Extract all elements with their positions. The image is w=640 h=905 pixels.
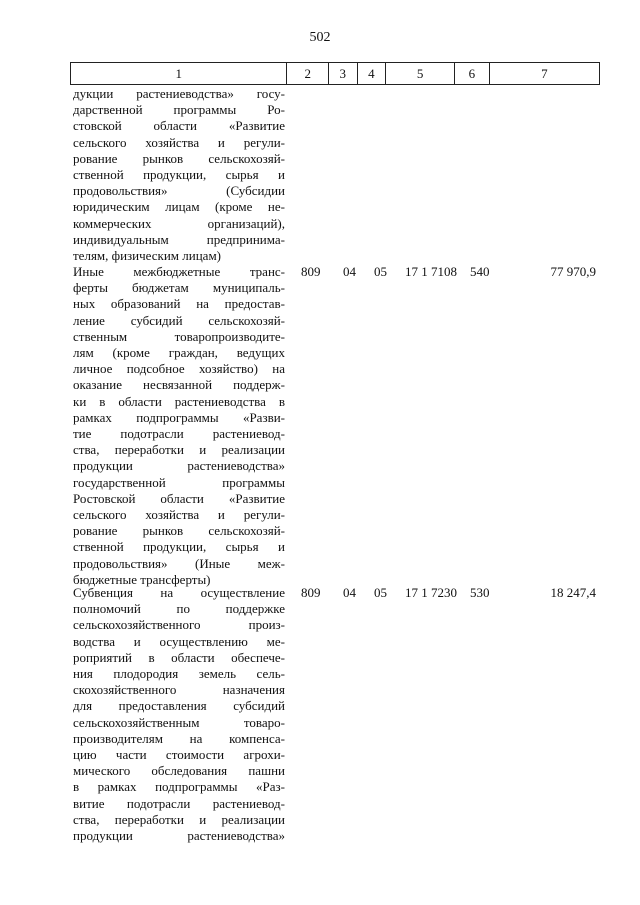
column-header-row <box>71 63 600 85</box>
description-line: телям, физическим лицам) <box>73 248 221 264</box>
description-line: дарственной программы Ро- <box>73 102 285 118</box>
row-description <box>73 86 285 264</box>
page-number: 502 <box>309 30 331 45</box>
description-line: ных образований на предостав- <box>73 296 285 312</box>
cell-expense-type: 530 <box>470 585 490 600</box>
cell-ministry-code: 809 <box>301 264 321 279</box>
column-header-7: 7 <box>489 63 599 85</box>
description-line: рамках подпрограммы «Разви- <box>73 409 285 425</box>
cell-section-code: 04 <box>343 264 356 279</box>
description-line: тие подотрасли растениевод- <box>73 426 285 442</box>
row-description <box>73 585 285 844</box>
cell-section-code: 04 <box>343 585 356 600</box>
cell-subsection-code: 05 <box>374 264 387 279</box>
description-line: ственной продукции, сырья и <box>73 167 285 183</box>
column-header-4: 4 <box>357 63 386 85</box>
description-line: водства и осуществлению ме- <box>73 633 285 649</box>
description-line: юридическим лицам (кроме не- <box>73 199 285 215</box>
description-line: дукции растениеводства» госу- <box>73 86 285 101</box>
description-line: сельскохозяйственного произ- <box>73 617 285 633</box>
description-line: лям (кроме граждан, ведущих <box>73 345 285 361</box>
description-line: ства, переработки и реализации <box>73 811 285 827</box>
description-line: сельского хозяйства и регули- <box>73 134 285 150</box>
description-line: индивидуальным предпринима- <box>73 231 285 247</box>
description-line: продовольствия» (Иные меж- <box>73 555 285 571</box>
column-header-1: 1 <box>71 63 287 85</box>
cell-ministry-code: 809 <box>301 585 321 600</box>
cell-amount: 77 970,9 <box>550 264 596 279</box>
description-line: коммерческих организаций), <box>73 215 285 231</box>
description-line: ферты бюджетам муниципаль- <box>73 280 285 296</box>
description-line: Ростовской области «Развитие <box>73 490 285 506</box>
description-line: личное подсобное хозяйство) на <box>73 361 285 377</box>
description-line: производителям на компенса- <box>73 730 285 746</box>
column-header-2: 2 <box>287 63 328 85</box>
cell-amount: 18 247,4 <box>550 585 596 600</box>
row-description <box>73 264 285 588</box>
description-line: роприятий в области обеспече- <box>73 649 285 665</box>
description-line: продукции растениеводства» <box>73 828 285 844</box>
cell-target-article: 17 1 7230 <box>405 585 457 600</box>
description-line: бюджетные трансферты) <box>73 571 211 587</box>
description-line: ки в области растениеводства в <box>73 393 285 409</box>
description-line: продукции растениеводства» <box>73 458 285 474</box>
description-line: для предоставления субсидий <box>73 698 285 714</box>
description-line: витие подотрасли растениевод- <box>73 795 285 811</box>
description-line: в рамках подпрограммы «Раз- <box>73 779 285 795</box>
description-line: ства, переработки и реализации <box>73 442 285 458</box>
cell-subsection-code: 05 <box>374 585 387 600</box>
description-line: ния плодородия земель сель- <box>73 666 285 682</box>
description-line: государственной программы <box>73 474 285 490</box>
description-line: Иные межбюджетные транс- <box>73 264 285 279</box>
description-line: рование рынков сельскохозяй- <box>73 150 285 166</box>
description-line: оказание несвязанной поддерж- <box>73 377 285 393</box>
description-line: цию части стоимости агрохи- <box>73 747 285 763</box>
description-line: полномочий по поддержке <box>73 601 285 617</box>
description-line: ственным товаропроизводите- <box>73 328 285 344</box>
description-line: рование рынков сельскохозяй- <box>73 523 285 539</box>
column-header-5: 5 <box>386 63 455 85</box>
description-line: ление субсидий сельскохозяй- <box>73 312 285 328</box>
cell-expense-type: 540 <box>470 264 490 279</box>
description-line: Субвенция на осуществление <box>73 585 285 600</box>
column-header-3: 3 <box>328 63 357 85</box>
column-header-6: 6 <box>455 63 490 85</box>
description-line: ственной продукции, сырья и <box>73 539 285 555</box>
description-line: стовской области «Развитие <box>73 118 285 134</box>
description-line: сельскохозяйственным товаро- <box>73 714 285 730</box>
description-line: продовольствия» (Субсидии <box>73 183 285 199</box>
description-line: скохозяйственного назначения <box>73 682 285 698</box>
description-line: мического обследования пашни <box>73 763 285 779</box>
cell-target-article: 17 1 7108 <box>405 264 457 279</box>
description-line: сельского хозяйства и регули- <box>73 507 285 523</box>
column-header-table <box>70 62 600 85</box>
